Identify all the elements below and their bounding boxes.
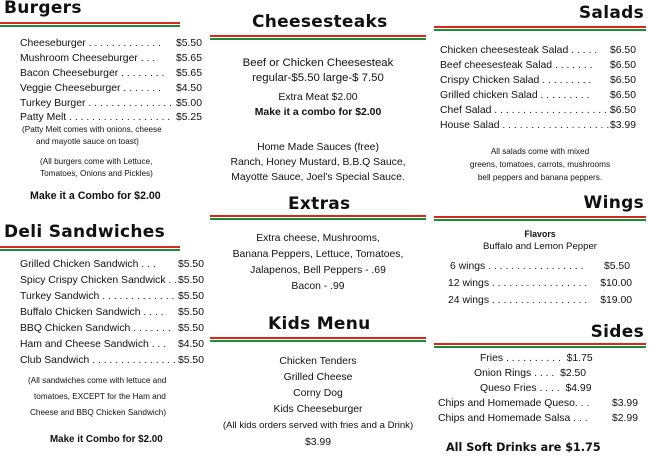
menu-item: Patty Melt . . . . . . . . . . . . . . . . . . $5.25 <box>20 112 202 123</box>
extras-line: Bacon - .99 <box>291 281 345 292</box>
kids-item: Corny Dog <box>293 388 343 399</box>
soft-drinks-price: All Soft Drinks are $1.75 <box>446 441 601 454</box>
sauces-title: Home Made Sauces (free) <box>257 142 379 153</box>
extras-divider <box>210 215 426 220</box>
menu-item: Spicy Crispy Chicken Sandwick . . $5.50 <box>20 275 204 286</box>
sides-divider <box>434 343 646 348</box>
kids-note: (All kids orders served with fries and a Drink) <box>222 420 414 431</box>
menu-item: 24 wings . . . . . . . . . . . . . . . . . $19.00 <box>448 295 632 306</box>
patty-melt-note: and mayotle sauce on toast) <box>36 137 139 146</box>
sauces-list: Mayotte Sauce, Joel's Special Sauce. <box>231 172 405 183</box>
extras-heading: Extras <box>288 194 351 214</box>
menu-item: Beef cheesesteak Salad . . . . . . . $6.50 <box>440 60 636 71</box>
burgers-note: (All burgers come with Lettuce, <box>40 157 153 166</box>
menu-item: Onion Rings . . . . $2.50 <box>474 368 587 379</box>
kids-price: $3.99 <box>304 437 331 448</box>
patty-melt-note: (Patty Melt comes with onions, cheese <box>22 125 162 134</box>
deli-note: Cheese and BBQ Chicken Sandwich) <box>30 408 167 417</box>
menu-item: House Salad . . . . . . . . . . . . . . . . . . . $3.99 <box>440 120 636 131</box>
cheesesteak-price: regular-$5.50 large-$ 7.50 <box>252 72 384 84</box>
cheesesteak-line: Beef or Chicken Cheesesteak <box>242 57 394 69</box>
menu-item: Club Sandwich . . . . . . . . . . . . . . . $5.50 <box>20 355 204 366</box>
wings-flavors-title: Flavors <box>524 229 556 239</box>
menu-item: 12 wings . . . . . . . . . . . . . . . . . $10.00 <box>448 278 632 289</box>
menu-item: Queso Fries . . . . $4.99 <box>480 383 592 394</box>
kids-heading: Kids Menu <box>268 314 371 334</box>
extra-meat: Extra Meat $2.00 <box>278 92 358 103</box>
column-left <box>0 0 206 459</box>
deli-note: (All sandwiches come with lettuce and <box>28 376 167 385</box>
extras-line: Extra cheese, Mushrooms, <box>256 233 380 244</box>
extras-line: Banana Peppers, Lettuce, Tomatoes, <box>232 249 404 260</box>
sides-heading: Sides <box>590 322 644 342</box>
wings-flavors: Buffalo and Lemon Pepper <box>483 241 597 252</box>
menu-item: Turkey Sandwich . . . . . . . . . . . . . $5.50 <box>20 291 204 302</box>
burgers-note: Tomatoes, Onions and Pickles) <box>40 169 153 178</box>
column-middle <box>206 0 430 459</box>
deli-divider <box>0 246 180 251</box>
salads-note: All salads come with mixed <box>490 147 590 156</box>
menu-item: Chef Salad . . . . . . . . . . . . . . . . . . . . . $6.50 <box>440 105 636 116</box>
menu-item: Chips and Homemade Salsa . . . $2.99 <box>438 413 638 424</box>
menu-item: Bacon Cheeseburger . . . . . . . . $5.65 <box>20 68 202 79</box>
salads-note: bell peppers and banana peppers. <box>477 173 603 182</box>
extras-line: Jalapenos, Bell Peppers - .69 <box>250 265 386 276</box>
menu-item: 6 wings . . . . . . . . . . . . . . . . . $5.50 <box>450 261 630 272</box>
cheesesteak-combo: Make it a combo for $2.00 <box>254 107 382 118</box>
menu-item: Buffalo Chicken Sandwich . . . . $5.50 <box>20 307 204 318</box>
menu-item: Cheeseburger . . . . . . . . . . . . . $5.50 <box>20 38 202 49</box>
salads-heading: Salads <box>578 3 644 23</box>
wings-heading: Wings <box>583 193 644 213</box>
menu-item: BBQ Chicken Sandwich . . . . . . . $5.50 <box>20 323 204 334</box>
burgers-heading: Burgers <box>4 0 82 18</box>
kids-divider <box>210 337 426 342</box>
deli-combo: Make it Combo for $2.00 <box>50 434 163 445</box>
menu-item: Mushroom Cheeseburger . . . $5.65 <box>20 53 202 64</box>
menu-item: Grilled chicken Salad . . . . . . . . . $6.50 <box>440 90 636 101</box>
burgers-combo: Make it a Combo for $2.00 <box>30 190 161 202</box>
menu-item: Turkey Burger . . . . . . . . . . . . . . . $5.00 <box>20 98 202 109</box>
column-right <box>430 0 650 459</box>
kids-item: Grilled Cheese <box>283 372 353 383</box>
burgers-divider <box>0 22 180 27</box>
menu-item: Crispy Chicken Salad . . . . . . . . . $6.50 <box>440 75 636 86</box>
kids-item: Chicken Tenders <box>279 356 357 367</box>
salads-note: greens, tomatoes, carrots, mushrooms <box>469 160 611 169</box>
kids-item: Kids Cheeseburger <box>273 404 363 415</box>
menu-item: Grilled Chicken Sandwich . . . $5.50 <box>20 259 204 270</box>
menu-item: Ham and Cheese Sandwich . . . $4.50 <box>20 339 204 350</box>
menu-item: Chips and Homemade Queso. . . $3.99 <box>438 398 638 409</box>
deli-note: tomatoes, EXCEPT for the Ham and <box>34 392 166 401</box>
salads-divider <box>434 26 646 31</box>
menu-item: Chicken cheesesteak Salad . . . . . $6.50 <box>440 45 636 56</box>
menu-item: Veggie Cheeseburger . . . . . . . $4.50 <box>20 83 202 94</box>
sauces-list: Ranch, Honey Mustard, B.B.Q Sauce, <box>230 157 406 168</box>
cheesesteaks-heading: Cheesesteaks <box>252 12 388 32</box>
wings-divider <box>434 216 646 221</box>
menu-item: Fries . . . . . . . . . . $1.75 <box>480 353 593 364</box>
cheesesteaks-divider <box>210 35 426 40</box>
deli-heading: Deli Sandwiches <box>4 222 166 242</box>
